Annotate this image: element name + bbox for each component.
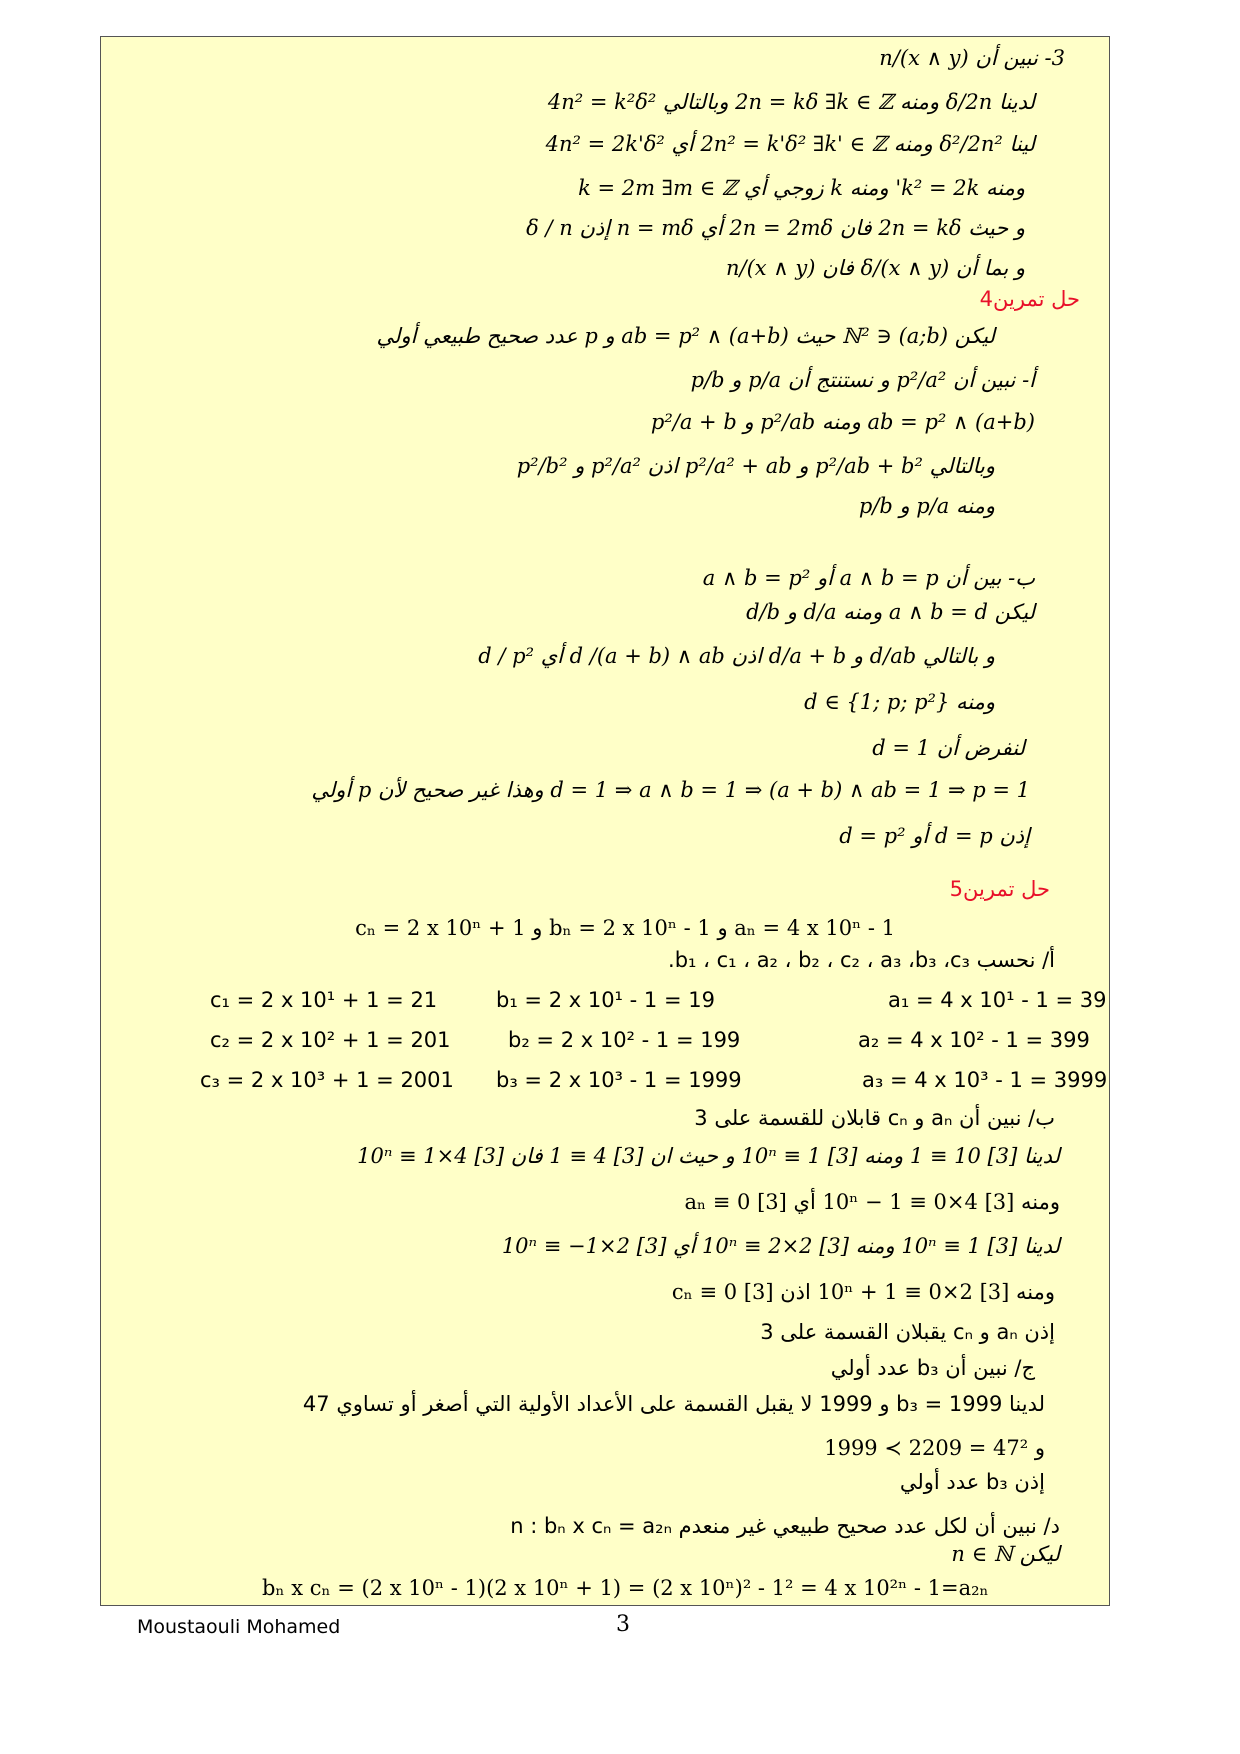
text-line: b₃ = 2 x 10³ - 1 = 1999 [496, 1068, 742, 1092]
text-line: ومنه k² = 2k' ومنه k زوجي أي k = 2m ∃m ∈ ℤ [578, 176, 1025, 200]
text-line: ومنه [3] 4×10ⁿ − 1 ≡ 0 أي [3] aₙ ≡ 0 [684, 1190, 1060, 1214]
page-number: 3 [616, 1612, 630, 1637]
text-line: d = 1 ⇒ a ∧ b = 1 ⇒ (a + b) ∧ ab = 1 ⇒ p = 1 وهذا غير صحيح لأن p أولي [311, 778, 1030, 802]
text-line: أ- نبين أن p²/a² و نستنتج أن p/a و p/b [690, 368, 1035, 392]
text-line: c₃ = 2 x 10³ + 1 = 2001 [200, 1068, 454, 1092]
text-line: إذن b₃ عدد أولي [899, 1470, 1045, 1494]
text-line: b₂ = 2 x 10² - 1 = 199 [508, 1028, 741, 1052]
text-line: ب- بين أن a ∧ b = p أو a ∧ b = p² [702, 566, 1035, 590]
text-line: a₃ = 4 x 10³ - 1 = 3999 [862, 1068, 1108, 1092]
text-line: ومنه d ∈ {1; p; p²} [804, 690, 995, 714]
text-line: ج/ نبين أن b₃ عدد أولي [830, 1356, 1035, 1380]
text-line: لدينا b₃ = 1999 و 1999 لا يقبل القسمة على الأعداد الأولية التي أصغر أو تساوي 47 [302, 1392, 1045, 1416]
footer-author: Moustaouli Mohamed [137, 1616, 341, 1638]
text-line: إذن d = p أو d = p² [839, 824, 1030, 848]
text-line: bₙ x cₙ = (2 x 10ⁿ - 1)(2 x 10ⁿ + 1) = (2 x 10ⁿ)² - 1² = 4 x 10²ⁿ - 1=a₂ₙ [262, 1576, 989, 1600]
text-line: و بما أن (x ∧ y)/δ فان (x ∧ y)/n [725, 256, 1025, 280]
text-line: ليكن (a;b) ∈ ℕ² حيث (a+b) ∧ ab = p² و p عدد صحيح طبيعي أولي [376, 324, 995, 348]
text-line: وبالتالي p²/ab + b² و p²/a² + ab اذن p²/a² و p²/b² [516, 454, 995, 478]
text-line: لنفرض أن d = 1 [872, 736, 1025, 760]
text-line: إذن aₙ و cₙ يقبلان القسمة على 3 [760, 1320, 1055, 1344]
text-line: ب/ نبين أن aₙ و cₙ قابلان للقسمة على 3 [694, 1106, 1055, 1130]
text-line: د/ نبين أن لكل عدد صحيح طبيعي غير منعدم n : bₙ x cₙ = a₂ₙ [510, 1514, 1060, 1538]
text-line: ليكن n ∈ ℕ [951, 1542, 1060, 1566]
section-heading: حل تمرين4 [979, 287, 1080, 311]
text-line: c₁ = 2 x 10¹ + 1 = 21 [210, 988, 438, 1012]
text-line: و 47² = 2209 ≻ 1999 [824, 1436, 1045, 1460]
text-line: b₁ = 2 x 10¹ - 1 = 19 [496, 988, 715, 1012]
text-line: لدينا [3] 10ⁿ ≡ 1 ومنه [3] 2×10ⁿ ≡ 2 أي [3] 2×10ⁿ ≡ −1 [501, 1234, 1060, 1258]
text-line: 3- نبين أن (x ∧ y)/n [879, 46, 1065, 70]
text-line: و بالتالي d/ab و d/a + b اذن d /(a + b) ∧ ab أي d / p² [478, 644, 995, 668]
text-line: a₁ = 4 x 10¹ - 1 = 39 [888, 988, 1107, 1012]
text-line: و حيث 2n = kδ فان 2n = 2mδ أي n = mδ إذن δ / n [526, 216, 1025, 240]
text-line: ليكن a ∧ b = d ومنه d/a و d/b [746, 600, 1035, 624]
text-line: (a+b) ∧ ab = p² ومنه p²/ab و p²/a + b [650, 410, 1035, 434]
text-line: لدينا δ/2n ومنه 2n = kδ ∃k ∈ ℤ وبالتالي 4n² = k²δ² [547, 90, 1035, 114]
text-line: ومنه [3] 2×10ⁿ + 1 ≡ 0 اذن [3] cₙ ≡ 0 [671, 1280, 1055, 1304]
text-line: aₙ = 4 x 10ⁿ - 1 و bₙ = 2 x 10ⁿ - 1 و cₙ = 2 x 10ⁿ + 1 [355, 916, 895, 940]
text-line: ومنه p/a و p/b [858, 494, 995, 518]
text-line: c₂ = 2 x 10² + 1 = 201 [210, 1028, 451, 1052]
text-line: لينا δ²/2n² ومنه 2n² = k'δ² ∃k' ∈ ℤ أي 4n² = 2k'δ² [545, 132, 1035, 156]
text-line: أ/ نحسب b₁ ، c₁ ، a₂ ، b₂ ، c₂ ، a₃ ،b₃ ،c₃. [668, 948, 1055, 972]
text-line: a₂ = 4 x 10² - 1 = 399 [858, 1028, 1090, 1052]
text-line: لدينا [3] 10 ≡ 1 ومنه [3] 10ⁿ ≡ 1 و حيث ان [3] 4 ≡ 1 فان [3] 4×10ⁿ ≡ 1 [357, 1144, 1060, 1168]
section-heading: حل تمرين5 [949, 877, 1050, 901]
